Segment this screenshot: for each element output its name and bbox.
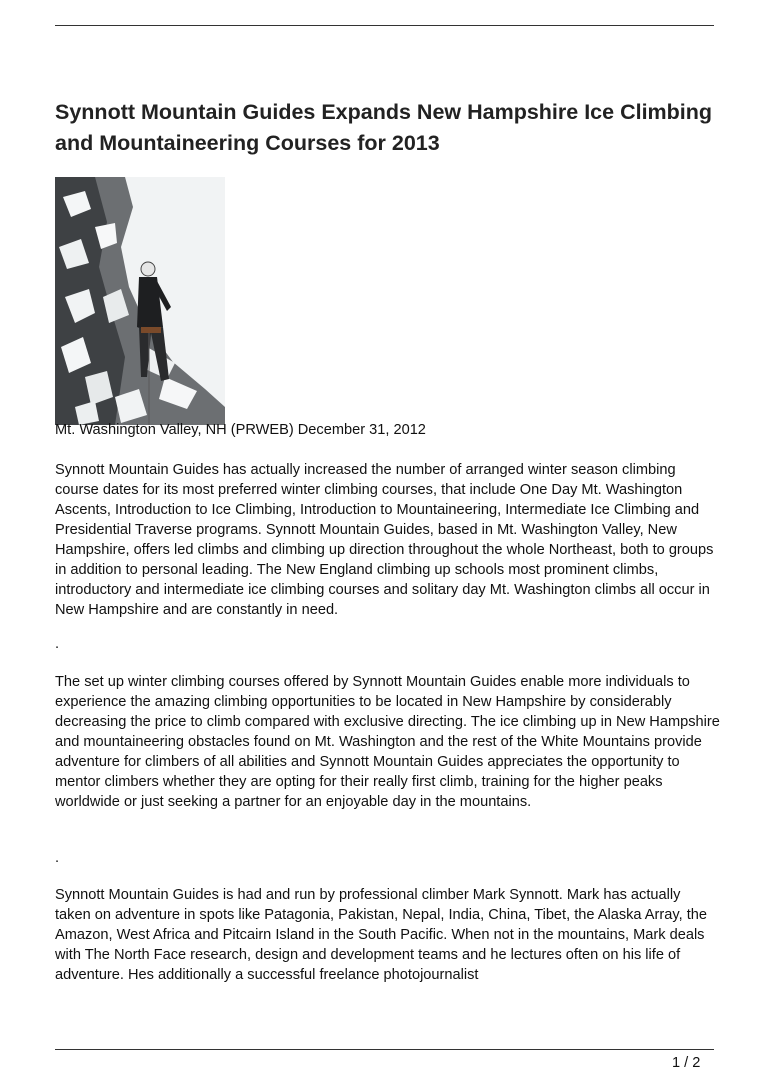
paragraph-3: Synnott Mountain Guides is had and run by professional climber Mark Synnott. Mark has actually taken on adventure in spots like Patagonia, Pakistan, Nepal, India, China, Tibet, the Alaska Array, the Amazon, West Africa and Pitcairn Island in the South Pacific. When not in the mountains, Mark deals with The North Face research, design and development teams and he lectures often on his life of adventure. Hes additionally a successful freelance photojournalist [55, 887, 707, 983]
page-number: 1 / 2 [672, 1055, 701, 1071]
header-rule [55, 25, 714, 26]
dateline: Mt. Washington Valley, NH (PRWEB) December 31, 2012 [55, 422, 426, 438]
paragraph-separator: . [55, 850, 60, 866]
paragraph-1: Synnott Mountain Guides has actually increased the number of arranged winter season climbing course dates for its most preferred winter climbing courses, that include One Day Mt. Washington Ascents, Introduction to Ice Climbing, Introduction to Mountaineering, Intermediate Ice Climbing and Presidential Traverse programs. Synnott Mountain Guides, based in Mt. Washington Valley, New Hampshire, offers led climbs and climbing up direction throughout the whole Northeast, both to groups in addition to personal leading. The New England climbing up schools most prominent climbs, introductory and intermediate ice climbing courses and solitary day Mt. Washington climbs all occur in New Hampshire and are constantly in need. [55, 462, 714, 618]
paragraph-separator: . [55, 636, 60, 652]
climber-photo [55, 177, 225, 425]
paragraph-2: The set up winter climbing courses offered by Synnott Mountain Guides enable more individuals to experience the amazing climbing opportunities to be located in New Hampshire by considerably decreasing the price to climb compared with exclusive directing. The ice climbing up in New Hampshire and mountaineering obstacles found on Mt. Washington and the rest of the White Mountains provide adventure for climbers of all abilities and Synnott Mountain Guides appreciates the opportunity to mentor climbers whether they are opting for their really first climb, training for the higher peaks worldwide or just seeking a partner for an enjoyable day in the mountains. [55, 674, 720, 810]
page-title: Synnott Mountain Guides Expands New Hampshire Ice Climbing and Mountaineering Courses for 2013 [55, 100, 713, 155]
footer-rule [55, 1049, 714, 1050]
